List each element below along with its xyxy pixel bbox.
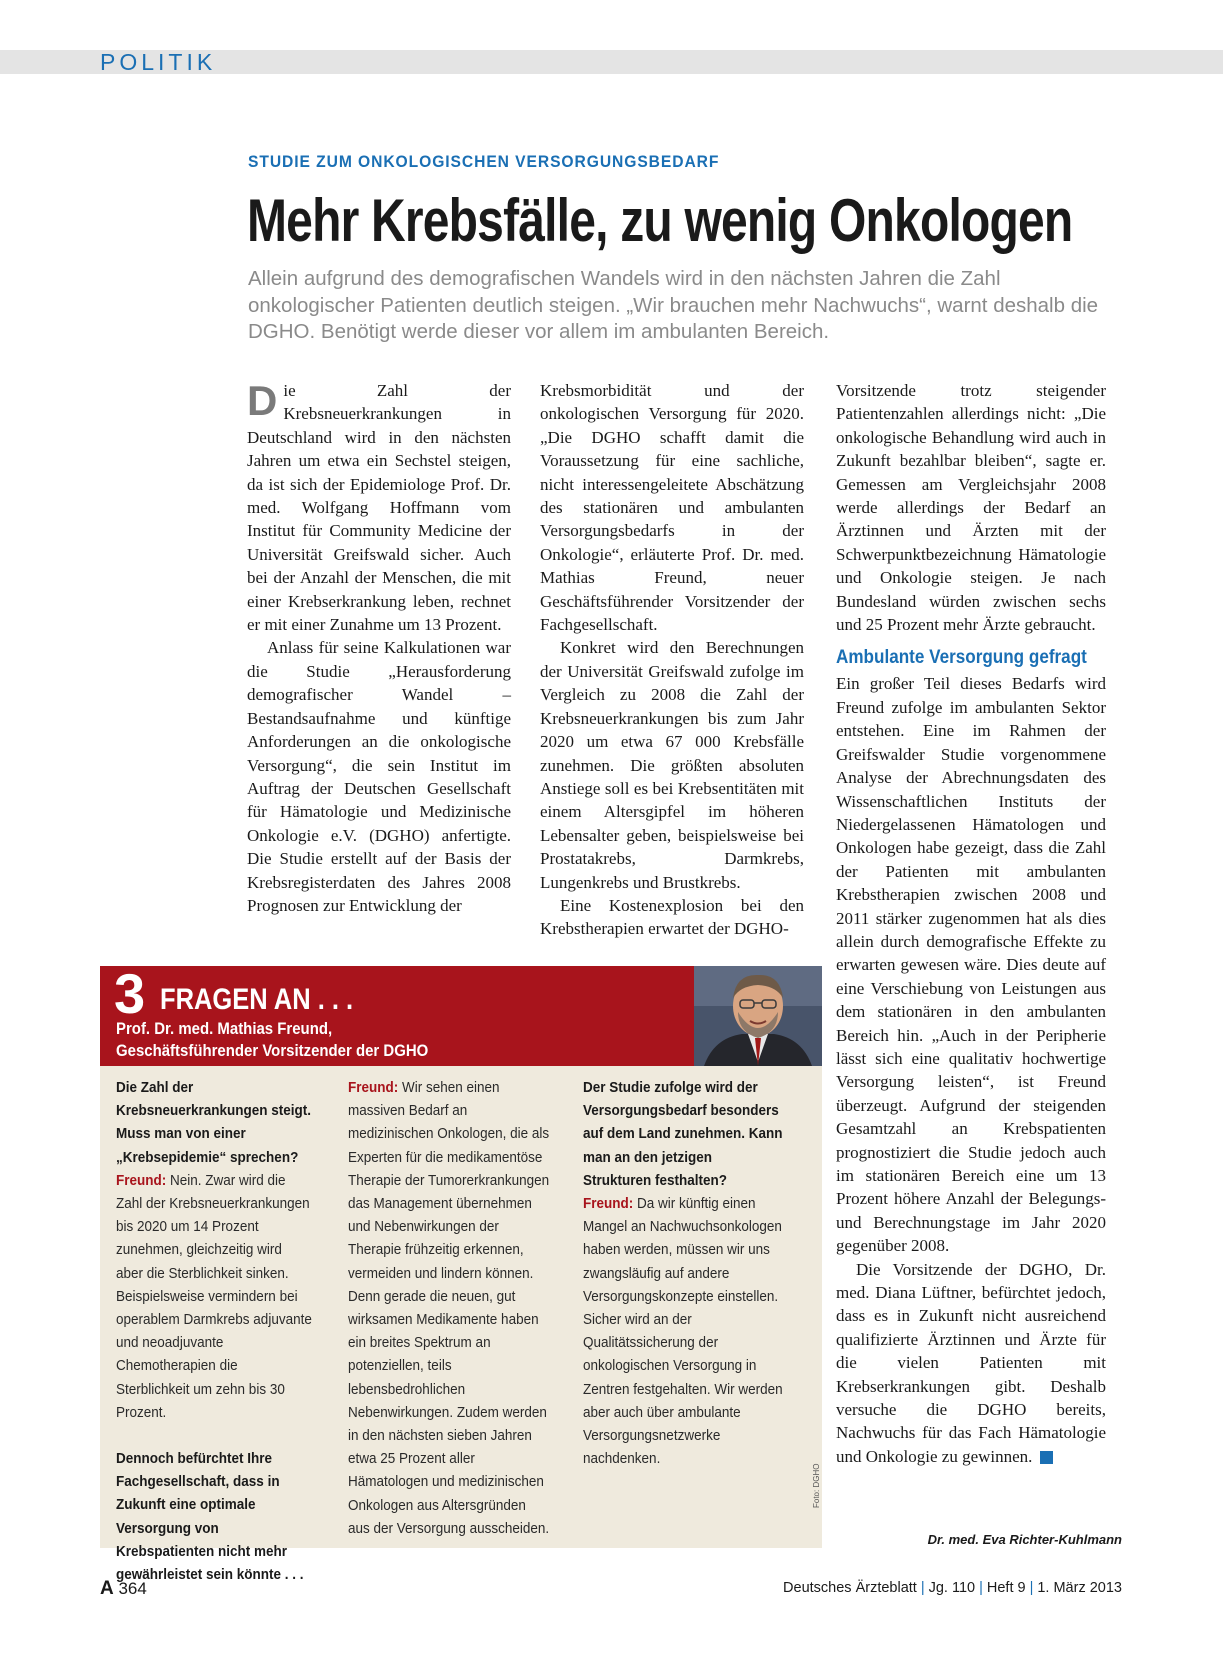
article-column-2 xyxy=(540,379,804,941)
interview-column-3 xyxy=(583,1076,783,1470)
article-column-1 xyxy=(247,379,511,917)
interview-column-1 xyxy=(116,1076,312,1586)
paragraph-3: Krebsmorbidität und der onkologischen Versorgung für 2020. „Die DGHO schafft damit die Voraussetzung für eine sachliche, nicht interessengeleitete Abschätzung des stationären und ambulanten Versorgungsbedarfs in der Onkologie“, erläuterte Prof. Dr. med. Mathias Freund, neuer Geschäftsführender Vorsitzender der Fachgesellschaft. xyxy=(540,381,804,635)
article-lead: Allein aufgrund des demografischen Wandels wird in den nächsten Jahren die Zahl onkologischer Patienten deutlich steigen. „Wir brauchen mehr Nachwuchs“, warnt deshalb die DGHO. Benötigt werde dieser vor allem im ambulanten Bereich. xyxy=(248,267,1099,343)
interview-heading: FRAGEN AN . . . xyxy=(160,983,354,1016)
author-byline: Dr. med. Eva Richter-Kuhlmann xyxy=(927,1532,1122,1547)
paragraph-4: Konkret wird den Berechnungen der Universität Greifswald zufolge im Vergleich zu 2008 die Zahl der Krebsneuerkrankungen bis zum Jahr 2020 um etwa 67 000 Krebsfälle zunehmen. Die größten absoluten Anstiege soll es bei Krebsentitäten mit einem Altersgipfel im höheren Lebensalter geben, beispielsweise bei Prostatakrebs, Darmkrebs, Lungenkrebs und Brustkrebs. xyxy=(540,638,804,892)
paragraph-5: Eine Kostenexplosion bei den Krebstherapien erwartet der DGHO- xyxy=(540,895,804,939)
end-mark-icon xyxy=(1040,1451,1053,1464)
article-kicker: STUDIE ZUM ONKOLOGISCHEN VERSORGUNGSBEDARF xyxy=(248,152,720,171)
photo-credit: Foto: DGHO xyxy=(812,1463,821,1508)
article-column-3 xyxy=(836,379,1106,1468)
drop-cap: D xyxy=(247,377,278,424)
journal-info: Deutsches Ärzteblatt | Jg. 110 | Heft 9 | 1. März 2013 xyxy=(783,1580,1122,1596)
article-title: Mehr Krebsfälle, zu wenig Onkologen xyxy=(247,187,1073,254)
paragraph-6: Vorsitzende trotz steigender Patientenzahlen allerdings nicht: „Die onkologische Behandlung wird auch in Zukunft bezahlbar bleiben“, sagte er. Gemessen am Vergleichsjahr 2008 werde allerdings der Bedarf an Ärztinnen und Ärzten mit der Schwerpunktbezeichnung Hämatologie und Onkologie steigen. Je nach Bundesland würden zwischen sechs und 25 Prozent mehr Ärzte gebraucht. xyxy=(836,381,1106,635)
paragraph-1: Die Zahl der Krebsneuerkrankungen in Deutschland wird in den nächsten Jahren um etwa ein Sechstel steigen, da ist sich der Epidemiologe Prof. Dr. med. Wolfgang Hoffmann vom Institut für Community Medicine der Universität Greifswald sicher. Auch bei der Anzahl der Menschen, die mit einer Krebserkrankung leben, rechnet er mit einer Zunahme um 13 Prozent. xyxy=(247,377,511,635)
journal-volume: Jg. 110 xyxy=(928,1580,976,1596)
question-1: Die Zahl der Krebsneuerkrankungen steigt. Muss man von einer „Krebsepidemie“ sprechen? xyxy=(116,1079,312,1166)
page-number: A 364 xyxy=(100,1578,147,1599)
answer-3: Freund: Da wir künftig einen Mangel an Nachwuchsonkologen haben werden, müssen wir uns zwangsläufig auf andere Versorgungskonzepte einstellen. Sicher wird an der Qualitätssicherung der onkologischen Versorgung in Zentren festgehalten. Wir werden aber auch über ambulante Versorgungsnetzwerke nachdenken. xyxy=(583,1195,783,1468)
interview-person: Prof. Dr. med. Mathias Freund, Geschäftsführender Vorsitzender der DGHO xyxy=(116,1019,429,1060)
portrait-icon xyxy=(694,966,822,1066)
interview-number: 3 xyxy=(114,962,146,1025)
section-label: POLITIK xyxy=(100,49,217,75)
journal-date: 1. März 2013 xyxy=(1037,1580,1122,1596)
answer-2: Freund: Wir sehen einen massiven Bedarf an medizinischen Onkologen, die als Experten für die medikamentöse Therapie der Tumorerkrankungen das Management übernehmen und Nebenwirkungen der Therapie frühzeitig erkennen, vermeiden und lindern können. Denn gerade die neuen, gut wirksamen Medikamente haben ein breites Spektrum an potenziellen, teils lebensbedrohlichen Nebenwirkungen. Zudem werden in den nächsten sieben Jahren etwa 25 Prozent aller Hämatologen und medizinischen Onkologen aus Altersgründen aus der Versorgung ausscheiden. xyxy=(348,1079,550,1537)
answer-1: Freund: Nein. Zwar wird die Zahl der Krebsneuerkrankungen bis 2020 um 14 Prozent zunehmen, gleichzeitig wird aber die Sterblichkeit sinken. Beispielsweise vermindern bei operablem Darmkrebs adjuvante und neoadjuvante Chemotherapien die Sterblichkeit um zehn bis 30 Prozent. xyxy=(116,1171,312,1421)
paragraph-7: Ein großer Teil dieses Bedarfs wird Freund zufolge im ambulanten Sektor entstehen. Eine im Rahmen der Greifswalder Studie vorgenommene Analyse der Abrechnungsdaten des Wissenschaftlichen Instituts der Niedergelassenen Hämatologen und Onkologen habe gezeigt, dass die Zahl der Patienten mit ambulanten Krebstherapien zwischen 2008 und 2011 stärker zugenommen hat als dies allein durch demografische Effekte zu erwarten gewesen wäre. Dies deute auf eine Verschiebung von Leistungen aus dem stationären in den ambulanten Bereich hin. „Auch in der Peripherie lässt sich eine qualitativ hochwertige Versorgung leisten“, ist Freund überzeugt. Aufgrund der steigenden Gesamtzahl an Krebspatienten prognostiziert die Studie jedoch auch im stationären Bereich eine um 13 Prozent höhere Anzahl der Belegungs- und Berechnungstage im Jahr 2020 gegenüber 2008. xyxy=(836,674,1106,1256)
question-3: Der Studie zufolge wird der Versorgungsbedarf besonders auf dem Land zunehmen. Kann man an den jetzigen Strukturen festhalten? xyxy=(583,1079,783,1189)
journal-issue: Heft 9 xyxy=(986,1580,1026,1596)
portrait-photo xyxy=(694,966,822,1066)
interview-column-2 xyxy=(348,1076,551,1540)
article-subhead: Ambulante Versorgung gefragt xyxy=(836,647,1087,669)
paragraph-8: Die Vorsitzende der DGHO, Dr. med. Diana Lüftner, befürchtet jedoch, dass es in Zukunft nicht ausreichend qualifizierte Ärztinnen und Ärzte für die vielen Patienten mit Krebserkrankungen gibt. Deshalb versuche die DGHO bereits, Nachwuchs für das Fach Hämatologie und Onkologie zu gewinnen. xyxy=(836,1259,1106,1466)
paragraph-2: Anlass für seine Kalkulationen war die Studie „Herausforderung demografischer Wandel – Bestandsaufnahme und künftige Anforderungen an die onkologische Versorgung“, die sein Institut im Auftrag der Deutschen Gesellschaft für Hämatologie und Medizinische Onkologie e.V. (DGHO) anfertigte. Die Studie erstellt auf der Basis der Krebsregisterdaten des Jahres 2008 Prognosen zur Entwicklung der xyxy=(247,638,511,915)
journal-name: Deutsches Ärzteblatt xyxy=(783,1580,917,1596)
question-2: Dennoch befürchtet Ihre Fachgesellschaft, dass in Zukunft eine optimale Versorgung von Krebspatienten nicht mehr gewährleistet sein könnte . . . xyxy=(116,1450,304,1584)
